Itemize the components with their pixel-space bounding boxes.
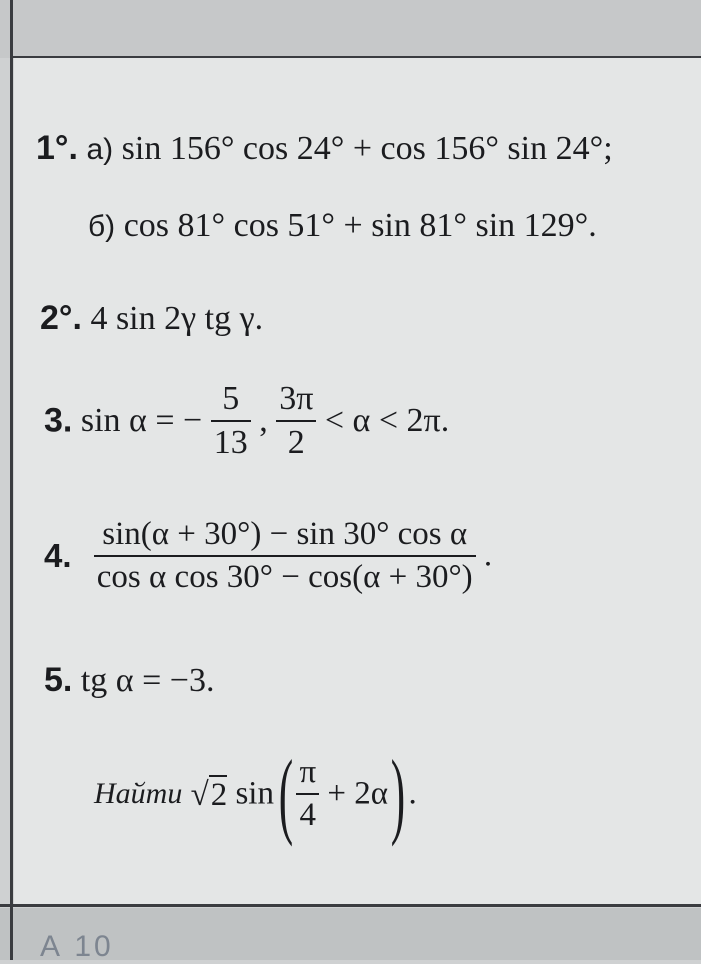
problem-5-number: 5. — [44, 661, 73, 699]
part-b-label: б) — [88, 210, 116, 243]
problem-3-lhs: sin α = − — [80, 402, 203, 439]
sqrt-expression: √2 — [190, 776, 228, 813]
problem-4 — [44, 516, 492, 596]
part-b-expression: cos 81° cos 51° + sin 81° sin 129°. — [123, 207, 597, 244]
fraction-denominator: 2 — [287, 424, 305, 461]
problem-4-number: 4. — [44, 537, 72, 574]
top-border-line — [10, 56, 701, 58]
problem-2-number: 2°. — [40, 299, 82, 337]
period: . — [408, 775, 417, 812]
problem-1a — [36, 128, 613, 170]
left-paren: ( — [279, 740, 294, 847]
fraction-denominator: 13 — [213, 424, 248, 461]
left-border-line — [10, 0, 13, 960]
problem-5 — [44, 660, 214, 701]
page-top-margin — [0, 0, 701, 58]
problem-2-expression: 4 sin 2γ tg γ. — [90, 300, 264, 337]
comma: , — [259, 402, 268, 439]
problem-5-expression: tg α = −3. — [80, 662, 215, 699]
fraction-numerator: π — [296, 754, 319, 795]
fraction-numerator: 5 — [211, 380, 251, 422]
sin-text: sin — [235, 775, 274, 812]
problem-4-fraction — [94, 516, 476, 596]
fraction-numerator: sin(α + 30°) − sin 30° cos α — [94, 516, 476, 557]
period: . — [483, 537, 493, 574]
fraction-denominator: cos α cos 30° − cos(α + 30°) — [96, 559, 473, 595]
fraction-pi-over-4 — [296, 754, 319, 834]
problem-3-rhs: < α < 2π. — [324, 402, 450, 439]
right-paren: ) — [391, 740, 406, 847]
find-label: Найти — [94, 777, 183, 810]
next-page-fragment: А 10 — [40, 930, 114, 963]
inner-rest: + 2α — [327, 775, 389, 812]
part-a-expression: sin 156° cos 24° + cos 156° sin 24°; — [121, 130, 613, 167]
fraction-denominator: 4 — [299, 797, 317, 833]
problem-1b — [88, 206, 597, 247]
problem-3-number: 3. — [44, 401, 73, 440]
fraction-5-over-13 — [211, 380, 251, 462]
part-a-label: а) — [86, 133, 114, 166]
problem-3 — [44, 380, 449, 462]
problem-5-find — [94, 740, 417, 847]
fraction-3pi-over-2 — [276, 380, 316, 462]
bottom-border-line — [0, 904, 701, 907]
fraction-numerator: 3π — [276, 380, 316, 422]
problem-2 — [40, 298, 263, 339]
problem-1-number: 1°. — [36, 129, 78, 167]
sqrt-argument: 2 — [210, 776, 228, 813]
